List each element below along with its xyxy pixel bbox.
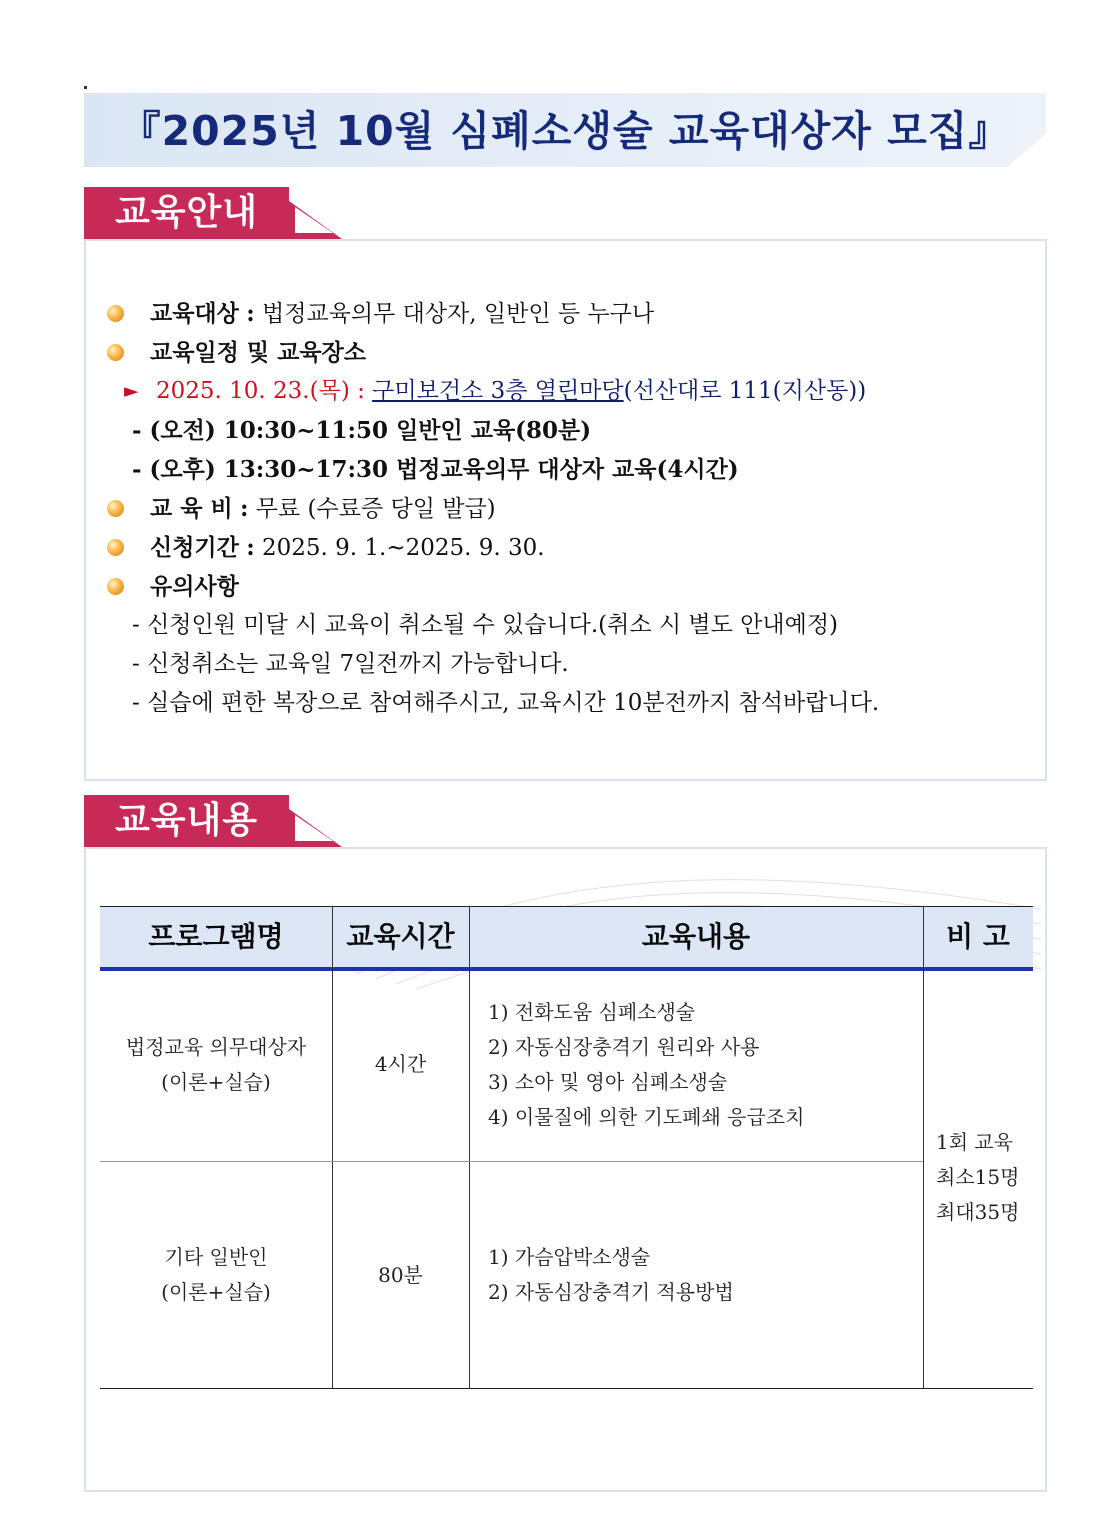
bullet-icon — [107, 500, 124, 517]
arrow-right-icon: ► — [124, 380, 139, 402]
table-row-2-program — [100, 1240, 332, 1310]
flag-icon — [289, 187, 342, 239]
header-note: 비 고 — [946, 920, 1010, 953]
session-am-text: 일반인 교육(80분) — [396, 417, 592, 444]
separator: : — [246, 300, 255, 327]
table-row-1-program — [100, 1030, 332, 1100]
table-row-2-content — [488, 1240, 734, 1310]
list-item: 1) 가슴압박소생술 — [488, 1245, 651, 1269]
section-tab-guide — [84, 187, 342, 239]
bullet-icon — [107, 578, 124, 595]
notes-label: 유의사항 — [150, 573, 239, 600]
info-notes — [104, 567, 1034, 606]
schedule-label: 교육일정 및 교육장소 — [150, 339, 366, 366]
flag-icon — [289, 795, 342, 847]
info-fee — [104, 489, 1034, 528]
table-row-1-content — [488, 995, 804, 1135]
schedule-address: (선산대로 111(지산동)) — [623, 378, 867, 404]
program-name: 기타 일반인 — [164, 1245, 268, 1269]
session-pm-text: 법정교육의무 대상자 교육(4시간) — [396, 456, 739, 483]
bullet-icon — [107, 344, 124, 361]
note-text: - 신청인원 미달 시 교육이 취소될 수 있습니다.(취소 시 별도 안내예정) — [132, 612, 839, 638]
target-label: 교육대상 — [150, 300, 239, 327]
info-schedule — [104, 333, 1034, 372]
note-line: 1회 교육 — [936, 1130, 1014, 1154]
schedule-place: 구미보건소 3층 열린마당 — [372, 378, 624, 404]
schedule-date: 2025. 10. 23.(목) : — [156, 378, 365, 404]
header-content: 교육내용 — [641, 920, 751, 953]
info-date-place — [104, 372, 1034, 411]
table-row-1-time: 4시간 — [374, 1052, 427, 1076]
table-header — [100, 906, 1033, 971]
table-row-2-time: 80분 — [378, 1263, 423, 1287]
list-item: 4) 이물질에 의한 기도폐쇄 응급조치 — [488, 1105, 805, 1129]
corner-mark — [84, 86, 87, 89]
guide-info — [104, 294, 1034, 723]
note-item — [104, 684, 1034, 723]
info-period — [104, 528, 1034, 567]
note-line: 최소15명 — [936, 1165, 1020, 1189]
session-am-time: - (오전) 10:30~11:50 — [132, 417, 389, 444]
program-type: (이론+실습) — [161, 1070, 271, 1094]
program-name: 법정교육 의무대상자 — [125, 1035, 307, 1059]
separator: : — [239, 495, 249, 522]
header-program: 프로그램명 — [148, 920, 284, 953]
section-tab-content — [84, 795, 342, 847]
page-title: 『2025년 10월 심폐소생술 교육대상자 모집』 — [119, 107, 1011, 155]
fee-value: 무료 (수료증 당일 발급) — [255, 496, 496, 522]
note-text: - 실습에 편한 복장으로 참여해주시고, 교육시간 10분전까지 참석바랍니다. — [132, 690, 880, 716]
separator: : — [246, 534, 255, 561]
list-item: 2) 자동심장충격기 적용방법 — [488, 1280, 734, 1304]
period-label: 신청기간 — [150, 534, 239, 561]
info-session-am — [104, 411, 1034, 450]
fee-label: 교 육 비 — [150, 495, 233, 522]
section-title-guide: 교육안내 — [114, 192, 259, 233]
list-item: 2) 자동심장충격기 원리와 사용 — [488, 1035, 760, 1059]
info-session-pm — [104, 450, 1034, 489]
bullet-icon — [107, 305, 124, 322]
session-pm-time: - (오후) 13:30~17:30 — [132, 456, 389, 483]
note-item — [104, 606, 1034, 645]
bullet-icon — [107, 539, 124, 556]
program-type: (이론+실습) — [161, 1280, 271, 1304]
note-text: - 신청취소는 교육일 7일전까지 가능합니다. — [132, 651, 569, 677]
capacity-note — [936, 1125, 1019, 1230]
target-value: 법정교육의무 대상자, 일반인 등 누구나 — [262, 301, 655, 327]
note-line: 최대35명 — [936, 1200, 1020, 1224]
section-title-content: 교육내용 — [114, 800, 259, 841]
list-item: 3) 소아 및 영아 심폐소생술 — [488, 1070, 728, 1094]
info-target — [104, 294, 1034, 333]
note-item — [104, 645, 1034, 684]
header-time: 교육시간 — [346, 920, 455, 953]
list-item: 1) 전화도움 심폐소생술 — [488, 1000, 696, 1024]
period-value: 2025. 9. 1.~2025. 9. 30. — [262, 535, 545, 561]
